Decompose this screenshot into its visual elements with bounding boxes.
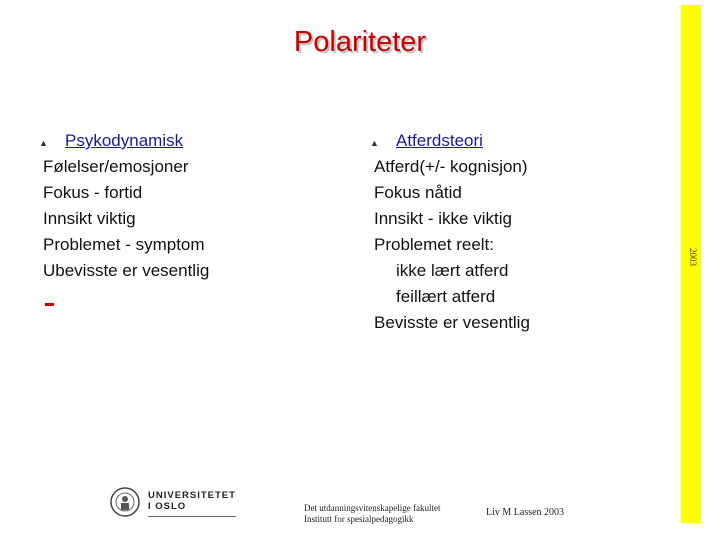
left-line: Problemet - symptom	[43, 235, 205, 254]
left-line: Innsikt viktig	[43, 209, 136, 228]
right-line: Innsikt - ikke viktig	[374, 209, 512, 228]
bullet-icon: ▲	[39, 138, 48, 148]
logo-text	[148, 490, 236, 512]
left-line: Følelser/emosjoner	[43, 157, 189, 176]
left-heading	[39, 128, 209, 154]
faculty-line: Institutt for spesialpedagogikk	[304, 514, 414, 524]
right-sub-line: feillært atferd	[396, 287, 496, 306]
right-column	[370, 128, 530, 336]
right-heading-link[interactable]: Atferdsteori	[396, 131, 483, 150]
left-line: Fokus - fortid	[43, 183, 143, 202]
slide-title: Polariteter	[293, 26, 427, 58]
right-line: Atferd(+/- kognisjon)	[374, 157, 528, 176]
bullet-icon: ▲	[370, 138, 379, 148]
dash-mark	[45, 303, 54, 306]
left-line: Ubevisste er vesentlig	[43, 261, 210, 280]
left-column	[39, 128, 210, 284]
side-year: 2003	[688, 248, 698, 266]
faculty-line: Det utdanningsvitenskapelige fakultet	[304, 503, 441, 513]
left-heading-link[interactable]: Psykodynamisk	[65, 131, 184, 150]
right-heading	[370, 128, 530, 154]
logo-line: UNIVERSITETET	[148, 490, 236, 501]
faculty-text	[304, 503, 440, 525]
logo-underline	[148, 516, 236, 517]
author-text: Liv M Lassen 2003	[486, 507, 565, 518]
right-line: Fokus nåtid	[374, 183, 462, 202]
right-line: Bevisste er vesentlig	[374, 313, 530, 332]
right-sub-line: ikke lært atferd	[396, 261, 509, 280]
university-logo	[110, 486, 238, 520]
seal-icon	[110, 486, 140, 518]
logo-line: I OSLO	[148, 501, 187, 512]
right-line: Problemet reelt:	[374, 235, 494, 254]
